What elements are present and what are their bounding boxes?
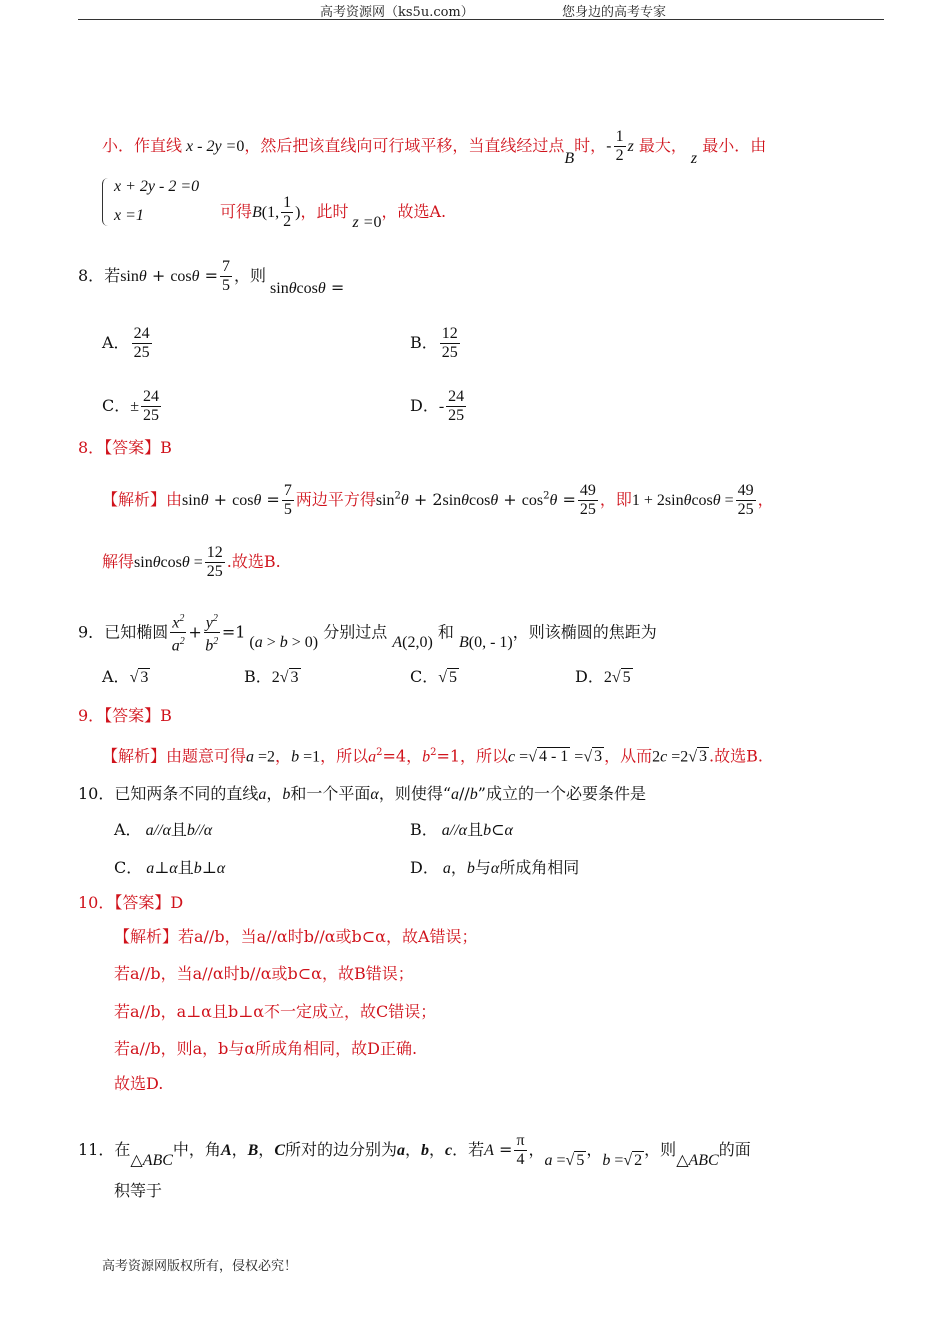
q8-option-a[interactable]: A． $\frac{24}{25}$ [102, 325, 150, 361]
page-footer: 高考资源网版权所有，侵权必究！ [102, 1259, 298, 1274]
equation-system-brace [102, 178, 111, 226]
q10-analysis-1: 【解析】若a//b，当a//α时b//α或b⊂α，故A错误； [114, 927, 478, 946]
q9-option-a[interactable]: A．√ 3 [102, 667, 149, 686]
q11-stem-1: 11．在△ABC中，角A，B，C所对的边分别为a，b，c．若A = $\frac{\pi}{4}$ ，a =√ 5，b =√ 2，则△ABC的面 [78, 1132, 751, 1169]
q10-analysis-3: 若a//b，a⊥α且b⊥α不一定成立，故C错误； [114, 1002, 437, 1021]
prev-solution-line-1: 小．作直线 x - 2y =0，然后把该直线向可行域平移，当直线经过点B时，- $\frac{1}{2}$ z 最大， z 最小．由 [102, 128, 767, 167]
q10-option-d[interactable]: D． a，b与α所成角相同 [410, 858, 580, 877]
q8-option-d[interactable]: D．- $\frac{24}{25}$ [410, 388, 465, 424]
q9-option-d[interactable]: D．2√ 5 [575, 667, 631, 686]
q8-option-b[interactable]: B． $\frac{12}{25}$ [410, 325, 458, 361]
q9-option-b[interactable]: B．2√ 3 [244, 667, 299, 686]
system-eq-2: x =1 [114, 207, 144, 224]
q8-analysis-1: 【解析】由sinθ + cosθ = $\frac{7}{5}$ 两边平方得$\sin^2\theta + 2\sin\theta\cos\theta + \cos^2\theta$ = $\frac{49}{25}$ ，即1 + 2sinθcosθ = $\frac{49}{25}$ ， [102, 482, 774, 518]
q8-stem: 8．若sinθ + cosθ = $\frac{7}{5}$ ，则 sinθcosθ = [78, 258, 345, 297]
q9-stem: 9．已知椭圆 $\frac{x^2}{a^2}$ + $\frac{y^2}{b^2}$ =1 (a > b > 0) 分别过点 A(2,0) 和 B(0, - 1)，则该椭圆的焦距为 [78, 610, 657, 656]
q10-analysis-5: 故选D. [114, 1074, 164, 1093]
q10-option-c[interactable]: C． a⊥α且b⊥α [114, 858, 226, 877]
q8-answer: 8．【答案】B [78, 438, 172, 457]
q8-option-c[interactable]: C．± $\frac{24}{25}$ [102, 388, 160, 424]
q9-answer: 9．【答案】B [78, 706, 172, 725]
system-eq-1: x + 2y - 2 =0 [114, 178, 200, 195]
q10-analysis-2: 若a//b，当a//α时b//α或b⊂α，故B错误； [114, 964, 414, 983]
q10-stem: 10．已知两条不同的直线a，b和一个平面α，则使得“a//b”成立的一个必要条件是 [78, 784, 646, 803]
header-left: 高考资源网（ks5u.com） [320, 5, 474, 20]
q9-option-c[interactable]: C．√ 5 [410, 667, 458, 686]
q10-answer: 10．【答案】D [78, 893, 184, 912]
q9-analysis: 【解析】由题意可得a =2，b =1，所以$a^2=4$，$b^2=1$，所以c =√ 4 - 1 =√ 3 ，从而2c =2√ 3 .故选B. [102, 746, 763, 766]
header-right: 您身边的高考专家 [562, 5, 667, 20]
page-header [78, 0, 884, 20]
q10-option-b[interactable]: B． a//α且b⊂α [410, 820, 513, 839]
prev-solution-line-2: 可得B(1, $\frac{1}{2}$ )，此时 z =0，故选A. [220, 194, 447, 231]
q11-stem-2: 积等于 [114, 1181, 163, 1200]
q10-option-a[interactable]: A． a//α且b//α [114, 820, 213, 839]
q8-analysis-2: 解得sinθcosθ = $\frac{12}{25}$ .故选B. [102, 544, 281, 580]
q10-analysis-4: 若a//b，则a，b与α所成角相同，故D正确. [114, 1039, 418, 1058]
